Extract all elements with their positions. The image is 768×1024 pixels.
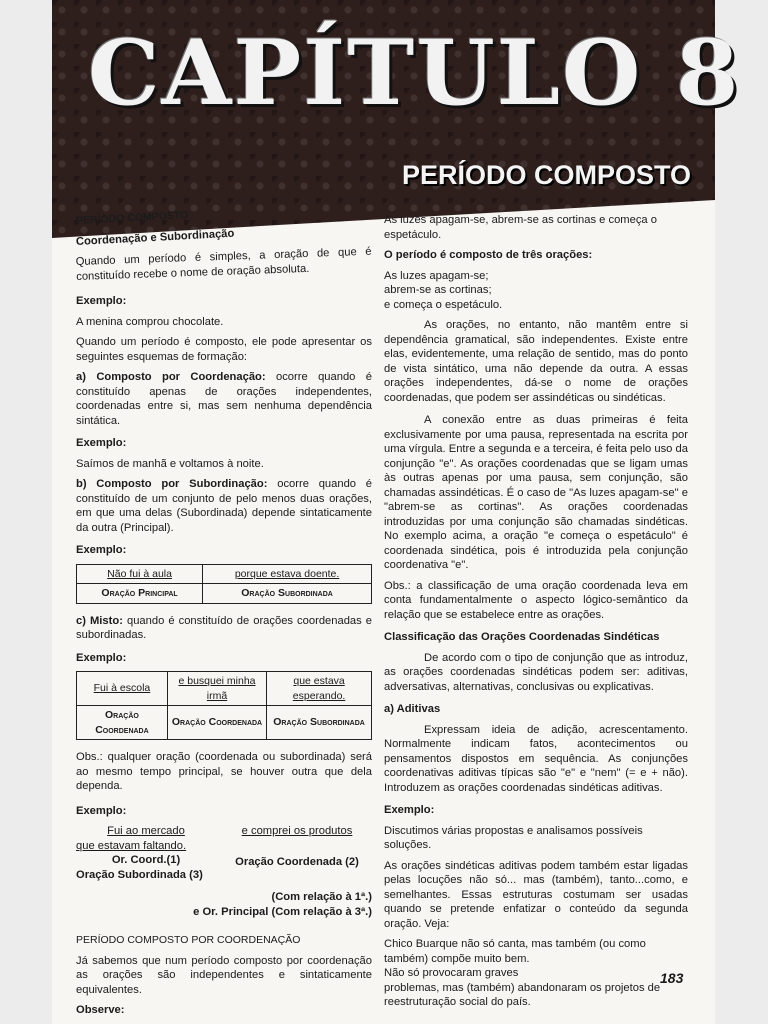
table-cell: Fui à escola	[77, 672, 168, 706]
item-label: b) Composto por Subordinação:	[76, 478, 268, 490]
example-text: que estavam faltando.	[76, 839, 187, 852]
example-text: e Or. Principal (Com relação à 3ª.)	[193, 905, 372, 918]
subheading: Classificação das Orações Coordenadas Sindéticas	[384, 631, 660, 643]
list-item: e começa o espetáculo.	[384, 298, 503, 311]
chapter-subtitle: PERÍODO COMPOSTO	[402, 160, 692, 190]
table-cell: Oração Subordinada	[203, 584, 372, 604]
table-cell: porque estava doente.	[203, 564, 372, 584]
paragraph: Expressam ideia de adição, acrescentamento. Normalmente indicam fatos, acontecimentos ou pensamentos dispostos em sequência. As conjunções coordenativas aditivas típicas são "e" e "nem" (= e + não). Introduzem as orações coordenadas sindéticas aditivas.	[384, 723, 688, 794]
example-right	[222, 824, 372, 882]
example-label: Exemplo:	[384, 804, 435, 816]
paragraph: Já sabemos que num período composto por coordenação as orações são independentes e sintaticamente equivalentes.	[76, 954, 372, 996]
list-item-c	[76, 614, 372, 643]
example-table-1	[76, 564, 372, 604]
paragraph: Quando um período é simples, a oração de que é constituído recebe o nome de oração absoluta.	[75, 245, 372, 283]
example-text: Discutimos várias propostas e analisamos possíveis soluções.	[384, 824, 643, 851]
right-column	[384, 213, 688, 1010]
section-title: PERÍODO COMPOSTO	[75, 209, 189, 227]
paragraph: De acordo com o tipo de conjunção que as introduz, as orações coordenadas sindéticas podem ser: aditivas, adversativas, alternativas, conclusivas ou explicativas.	[384, 651, 688, 693]
paragraph: Quando um período é composto, ele pode apresentar os seguintes esquemas de formação:	[76, 336, 372, 363]
paragraph: As orações sindéticas aditivas podem também estar ligadas pelas locuções não só... mas (também), tanto...como, e semelhantes. Essas estruturas costumam ser usadas quando se pretende enfatizar o conteúdo da segunda oração. Veja:	[384, 859, 688, 930]
example-text: A menina comprou chocolate.	[76, 315, 224, 328]
item-text: ocorre quando é constituído de um conjunto de pelo menos duas orações, em que uma delas (Subordinada) depende sintaticamente da outra (Principal).	[76, 478, 373, 534]
example-text: Chico Buarque não só canta, mas também (ou como também) compõe muito bem.	[384, 938, 646, 965]
chapter-title: CAPÍTULO 8	[88, 20, 741, 126]
example-text: (Com relação à 1ª.)	[271, 891, 372, 903]
example-block	[76, 824, 372, 882]
item-label: a) Composto por Coordenação:	[76, 371, 266, 383]
subheading: O período é composto de três orações:	[384, 249, 593, 261]
table-cell: Oração Coordenada	[77, 706, 168, 740]
example-text: Não só provocaram graves	[384, 967, 519, 979]
item-text: ocorre quando é constituído apenas de orações independentes, coordenadas entre si, mas sem nenhuma dependência sintática.	[76, 371, 372, 427]
table-cell: Oração Principal	[77, 584, 203, 604]
example-label: Exemplo:	[76, 295, 127, 307]
left-column	[76, 210, 372, 1024]
table-cell: e busquei minha irmã	[167, 672, 266, 706]
list-item: abrem-se as cortinas;	[384, 284, 492, 296]
list-item-a	[76, 370, 372, 428]
subheading: a) Aditivas	[384, 703, 441, 715]
example-label: Exemplo:	[76, 544, 127, 556]
example-text: Oração Coordenada (2)	[235, 855, 359, 868]
obs-note: Obs.: qualquer oração (coordenada ou subordinada) será ao mesmo tempo principal, se houver outra que dela dependa.	[76, 751, 372, 792]
table-cell: Oração Subordinada	[267, 706, 372, 740]
section-title: PERÍODO COMPOSTO POR COORDENAÇÃO	[76, 934, 301, 946]
list-item-b	[76, 477, 372, 535]
subsection-title: Coordenação e Subordinação	[75, 227, 235, 248]
paragraph: As luzes apagam-se, abrem-se as cortinas e começa o espetáculo.	[384, 214, 657, 241]
example-label: Exemplo:	[76, 437, 127, 449]
list-item: As luzes apagam-se;	[384, 269, 489, 282]
example-text: Or. Coord.(1)	[111, 854, 181, 866]
table-cell: Oração Coordenada	[167, 706, 266, 740]
table-cell: que estava esperando.	[267, 672, 372, 706]
example-label: Exemplo:	[76, 651, 127, 664]
paragraph: As orações, no entanto, não mantêm entre si dependência gramatical, são independentes. Existe entre elas, evidentemente, uma relação de sentido, mas do ponto de vista sintático, uma não depende da outra. A essas orações independentes, dá-se o nome de orações coordenadas, que podem ser assindéticas ou sindéticas.	[384, 319, 688, 404]
observe-label: Observe:	[76, 1004, 125, 1016]
example-label: Exemplo:	[76, 804, 127, 817]
example-text: Saímos de manhã e voltamos à noite.	[76, 457, 264, 470]
example-left	[76, 824, 216, 882]
example-text: problemas, mas (também) abandonaram os projetos de reestruturação social do país.	[384, 981, 661, 1008]
paragraph: A conexão entre as duas primeiras é feita exclusivamente por uma pausa, representada na escrita por uma vírgula. Entre a segunda e a terceira, é feita pelo uso da conjunção "e". As orações coordenadas que se ligam umas às outras apenas por uma pausa, sem conjunção, são chamadas assindéticas. É o caso de "As luzes apagam-se" e "abrem-se as cortinas". As orações coordenadas introduzidas por uma conjunção são chamadas sindéticas. No exemplo acima, a oração "e começa o espetáculo" é coordenada sindética, pois é introduzida pela conjunção coordenativa "e".	[384, 414, 688, 571]
obs-note: Obs.: a classificação de uma oração coordenada leva em conta fundamentalmente o aspecto lógico-semântico da relação que se estabelece entre as orações.	[384, 579, 688, 621]
example-text: Oração Subordinada (3)	[76, 868, 203, 881]
page-number: 183	[660, 970, 684, 986]
table-cell: Não fui à aula	[77, 564, 203, 584]
example-text: Fui ao mercado	[107, 825, 185, 837]
item-text: quando é constituído de orações coordenadas e subordinadas.	[76, 614, 373, 641]
item-label: c) Misto:	[76, 614, 123, 627]
example-text: e comprei os produtos	[241, 825, 353, 837]
example-table-2	[76, 671, 372, 740]
